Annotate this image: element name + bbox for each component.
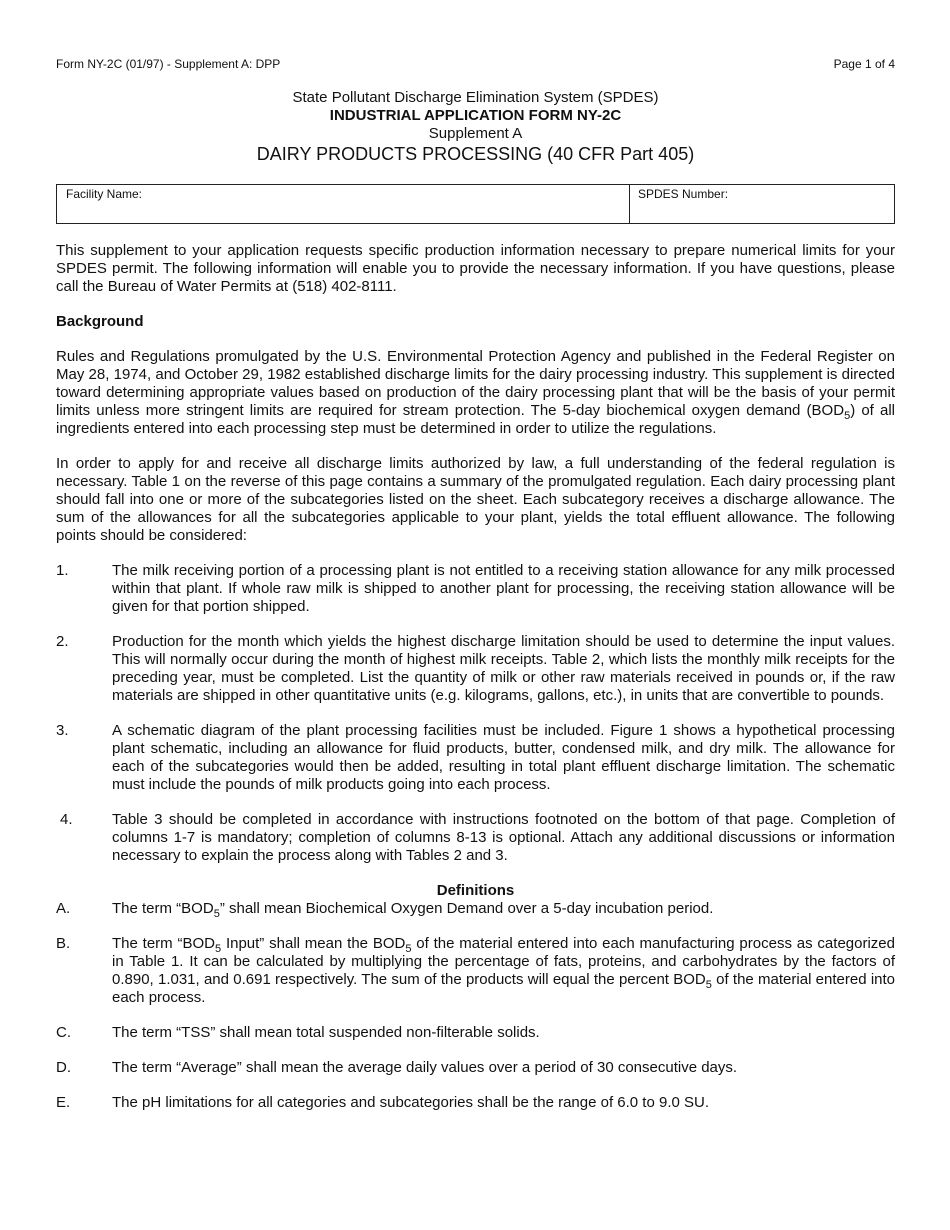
definition-letter: C. bbox=[56, 1024, 71, 1041]
definition-b bbox=[56, 935, 895, 1007]
definition-c bbox=[56, 1024, 895, 1042]
background-paragraph-1: Rules and Regulations promulgated by the U.S. Environmental Protection Agency and published in the Federal Register on May 28, 1974, and October 29, 1982 established discharge limits for the dairy processing industry. This supplement is directed toward determining appropriate values based on production of the dairy processing plant that will be the basis of your permit limits unless more stringent limits are required for stream protection. The 5-day biochemical oxygen demand $(BOD_5)$ of all ingredients entered into each processing step must be determined in order to utilize the regulations. bbox=[56, 348, 895, 437]
title-line-1: State Pollutant Discharge Elimination System (SPDES) bbox=[292, 89, 659, 106]
list-text: Production for the month which yields the highest discharge limitation should be used to determine the input values. This will normally occur during the month of highest milk receipts. Table 2, which lists the monthly milk receipts for the preceding year, must be completed. List the quantity of milk or other raw materials received in pounds or, if the raw materials are shipped in other quantitative units (e.g. kilograms, gallons, etc.), in units that are convertible to pounds. bbox=[112, 633, 895, 704]
list-item bbox=[56, 811, 895, 865]
definition-text: The pH limitations for all categories and subcategories shall be the range of 6.0 to 9.0 SU. bbox=[112, 1094, 710, 1111]
facility-name-field[interactable] bbox=[57, 185, 630, 223]
facility-name-label: Facility Name: bbox=[66, 187, 143, 201]
title-line-3: Supplement A bbox=[428, 125, 523, 142]
list-number: 2. bbox=[56, 633, 69, 650]
spdes-number-label: SPDES Number: bbox=[638, 187, 729, 201]
list-item bbox=[56, 562, 895, 616]
document-body bbox=[56, 242, 895, 1129]
definition-a bbox=[56, 900, 895, 918]
definition-text: The term “TSS” shall mean total suspended non-filterable solids. bbox=[112, 1024, 540, 1041]
background-heading: Background bbox=[56, 313, 144, 330]
title-line-4: DAIRY PRODUCTS PROCESSING (40 CFR Part 405) bbox=[256, 144, 695, 164]
definition-letter: D. bbox=[56, 1059, 71, 1076]
definition-letter: B. bbox=[56, 935, 71, 952]
list-text: The milk receiving portion of a processing plant is not entitled to a receiving station allowance for any milk processed within that plant. If whole raw milk is shipped to another plant for processing, the receiving station allowance will be given for that portion shipped. bbox=[112, 562, 895, 615]
title-block bbox=[56, 89, 895, 165]
facility-info-box bbox=[56, 184, 895, 224]
definitions-heading: Definitions bbox=[436, 882, 515, 899]
list-number: 1. bbox=[56, 562, 69, 579]
page-number: Page 1 of 4 bbox=[833, 57, 895, 71]
list-number: 3. bbox=[56, 722, 69, 739]
definition-text: The term “Average” shall mean the average daily values over a period of 30 consecutive days. bbox=[112, 1059, 738, 1076]
form-id: Form NY-2C (01/97) - Supplement A: DPP bbox=[56, 57, 281, 71]
list-item bbox=[56, 633, 895, 705]
title-line-2: INDUSTRIAL APPLICATION FORM NY-2C bbox=[329, 107, 622, 124]
definition-d bbox=[56, 1059, 895, 1077]
list-item bbox=[56, 722, 895, 794]
background-paragraph-2: In order to apply for and receive all discharge limits authorized by law, a full understanding of the federal regulation is necessary. Table 1 on the reverse of this page contains a summary of the promulgated regulation. Each dairy processing plant should fall into one or more of the subcategories listed on the sheet. Each subcategory receives a discharge allowance. The sum of the allowances for all the subcategories applicable to your plant, yields the total effluent allowance. The following points should be considered: bbox=[56, 455, 895, 544]
list-number: 4. bbox=[60, 811, 73, 828]
list-text: Table 3 should be completed in accordance with instructions footnoted on the bottom of that page. Completion of columns 1-7 is mandatory; completion of columns 8-13 is optional. Attach any additional discussions or information necessary to explain the process along with Tables 2 and 3. bbox=[112, 811, 895, 864]
intro-paragraph: This supplement to your application requests specific production information necessary to prepare numerical limits for your SPDES permit. The following information will enable you to provide the necessary information. If you have questions, please call the Bureau of Water Permits at (518) 402-8111. bbox=[56, 242, 895, 295]
definition-text: The term “$BOD_5$” shall mean Biochemical Oxygen Demand over a 5-day incubation period. bbox=[112, 900, 714, 920]
definition-e bbox=[56, 1094, 895, 1112]
definition-letter: A. bbox=[56, 900, 71, 917]
definition-letter: E. bbox=[56, 1094, 71, 1111]
definition-text: The term “$BOD_5$ Input” shall mean the $BOD_5$ of the material entered into each manufacturing process as categorized in Table 1. It can be calculated by multiplying the percentage of fats, proteins, and carbohydrates by the factors of 0.890, 1.031, and 0.691 respectively. The sum of the products will equal the percent $BOD_5$ of the material entered into each process. bbox=[112, 935, 896, 1006]
list-text: A schematic diagram of the plant processing facilities must be included. Figure 1 shows a hypothetical processing plant schematic, including an allowance for fluid products, butter, condensed milk, and dry milk. The allowance for each of the subcategories would then be added, resulting in total plant effluent discharge limitation. The schematic must include the pounds of milk products going into each process. bbox=[112, 722, 895, 793]
